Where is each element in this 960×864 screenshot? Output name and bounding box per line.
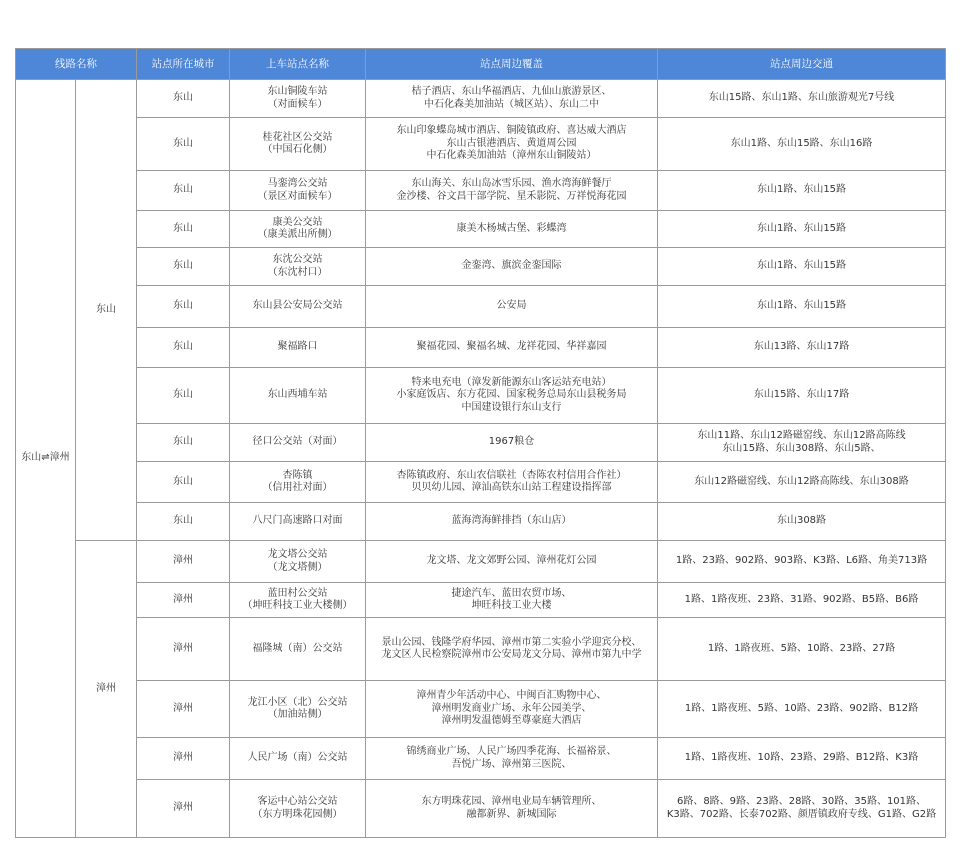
station-cell [230,583,366,618]
line-name-cell: 东山⇌漳州 [16,80,76,838]
coverage-cell [366,681,658,738]
station-cell [230,780,366,838]
station-cell [230,328,366,368]
coverage-line: 金沙楼、谷文昌干部学院、星禾影院、万祥悦海花园 [396,190,627,202]
station-cell [230,248,366,286]
transport-cell [658,171,946,211]
table-row [16,118,946,171]
station-cell [230,118,366,171]
table-row [16,541,946,583]
coverage-cell [366,780,658,838]
station-line: 客运中心站公交站 [257,796,338,807]
coverage-cell [366,462,658,503]
region-cell: 东山 [76,80,137,541]
region-cell: 漳州 [76,541,137,838]
coverage-line: 东山海关、东山岛冰雪乐园、渔水湾海鲜餐厅 [411,178,612,189]
coverage-cell [366,211,658,248]
city-cell: 漳州 [137,541,230,583]
station-line: 东山县公安局公交站 [252,300,343,312]
station-line: 东沈公交站 [272,254,323,265]
station-line: 龙江小区（北）公交站 [247,696,348,708]
station-line: （加油站侧） [267,709,328,720]
city-cell: 漳州 [137,738,230,780]
transport-cell [658,618,946,681]
station-cell [230,211,366,248]
coverage-line: 蓝海湾海鲜排挡（东山店） [451,515,572,527]
station-line: （龙文塔侧） [267,561,328,573]
station-line: 东山西埔车站 [267,389,328,401]
transport-cell [658,462,946,503]
station-cell [230,80,366,118]
coverage-cell [366,80,658,118]
station-line: 东山铜陵车站 [267,86,328,97]
transport-cell [658,424,946,462]
transport-cell [658,80,946,118]
station-cell [230,462,366,503]
table-row [16,462,946,503]
table-row [16,780,946,838]
city-cell: 漳州 [137,583,230,618]
transport-line: K3路、702路、长泰702路、颜厝镇政府专线、G1路、G2路 [666,808,937,820]
station-cell [230,171,366,211]
transport-line: 1路、1路夜班、5路、10路、23路、27路 [707,642,896,654]
station-line: （景区对面候车） [257,190,338,202]
station-line: 马銮湾公交站 [267,178,328,189]
table-row [16,211,946,248]
transport-cell [658,118,946,171]
transport-line: 东山15路、东山308路、东山5路、 [722,442,881,454]
station-cell [230,424,366,462]
transport-cell [658,286,946,328]
coverage-line: 金銮湾、旗滨金銮国际 [461,260,562,272]
transport-cell [658,328,946,368]
station-line: 聚福路口 [277,341,318,353]
city-cell: 漳州 [137,681,230,738]
transport-line: 东山1路、东山15路、东山16路 [730,137,873,149]
coverage-line: 龙文塔、龙文郊野公园、漳州花灯公园 [426,555,597,567]
table-row [16,583,946,618]
coverage-cell [366,118,658,171]
coverage-line: 吾悦广场、漳州第三医院、 [451,758,572,770]
station-cell [230,681,366,738]
station-line: 杏陈镇 [282,469,313,481]
station-line: 龙文塔公交站 [267,549,328,560]
coverage-line: 东山古银港酒店、黄道周公园 [446,137,577,149]
coverage-line: 特来电充电（漳发新能源东山客运站充电站） [411,376,612,388]
coverage-line: 公安局 [496,300,527,312]
station-line: （坤旺科技工业大楼侧） [242,600,353,611]
transport-cell [658,681,946,738]
transport-line: 东山12路磁窑线、东山12路高陈线、东山308路 [694,475,909,487]
station-line: 康美公交站 [272,216,323,228]
table-row [16,618,946,681]
station-line: 桂花社区公交站 [262,131,333,143]
transport-line: 6路、8路、9路、23路、28路、30路、35路、101路、 [676,796,927,807]
station-line: （东方明珠花园侧） [252,808,343,820]
coverage-line: 贝贝幼儿园、漳汕高铁东山站工程建设指挥部 [411,482,612,493]
coverage-cell [366,618,658,681]
station-cell [230,541,366,583]
transport-line: 东山13路、东山17路 [753,341,850,353]
coverage-cell [366,503,658,541]
coverage-line: 小家庭饭店、东方花园、国家税务总局东山县税务局 [396,389,627,401]
header-station: 上车站点名称 [230,49,366,80]
transport-cell [658,541,946,583]
transport-line: 东山1路、东山15路 [756,184,847,196]
header-coverage: 站点周边覆盖 [366,49,658,80]
transport-line: 1路、23路、902路、903路、K3路、L6路、角美713路 [675,555,928,567]
coverage-line: 康美木杨城古堡、彩蝶湾 [456,222,567,234]
table-row [16,286,946,328]
coverage-line: 中石化森美加油站（城区站）、东山二中 [424,98,599,110]
city-cell: 漳州 [137,780,230,838]
transport-line: 1路、1路夜班、23路、31路、902路、B5路、B6路 [684,593,919,605]
transport-line: 东山308路 [776,515,827,527]
station-line: 蓝田村公交站 [267,587,328,599]
coverage-cell [366,738,658,780]
table-row [16,171,946,211]
transport-cell [658,211,946,248]
coverage-line: 融都新界、新城国际 [466,808,557,820]
coverage-line: 漳州明发温德姆至尊豪庭大酒店 [441,715,582,727]
station-cell [230,286,366,328]
transport-cell [658,248,946,286]
coverage-cell [366,541,658,583]
coverage-line: 景山公园、钱隆学府华园、漳州市第二实验小学迎宾分校、 [381,636,642,648]
coverage-cell [366,328,658,368]
city-cell: 东山 [137,462,230,503]
city-cell: 东山 [137,424,230,462]
coverage-line: 东方明珠花园、漳州电业局车辆管理所、 [421,796,602,807]
coverage-line: 杏陈镇政府、东山农信联社（杏陈农村信用合作社） [396,469,627,481]
station-line: （康美派出所侧） [257,229,338,240]
coverage-cell [366,286,658,328]
table-row [16,328,946,368]
transport-cell [658,738,946,780]
station-line: （中国石化侧） [262,144,333,155]
city-cell: 东山 [137,328,230,368]
table-row [16,80,946,118]
route-stops-table [15,48,946,838]
coverage-cell [366,248,658,286]
coverage-line: 坤旺科技工业大楼 [471,600,552,611]
station-line: （东沈村口） [267,266,328,278]
city-cell: 东山 [137,118,230,171]
table-row [16,503,946,541]
transport-line: 1路、1路夜班、5路、10路、23路、902路、B12路 [684,702,919,714]
transport-cell [658,368,946,424]
city-cell: 东山 [137,211,230,248]
station-line: （对面候车） [267,98,328,110]
table-row [16,738,946,780]
table-row [16,368,946,424]
city-cell: 漳州 [137,618,230,681]
city-cell: 东山 [137,503,230,541]
station-cell [230,738,366,780]
transport-cell [658,583,946,618]
transport-line: 东山1路、东山15路 [756,260,847,272]
station-line: 径口公交站（对面） [252,436,343,448]
station-line: 八尺门高速路口对面 [252,515,343,527]
city-cell: 东山 [137,80,230,118]
city-cell: 东山 [137,286,230,328]
table-body [16,80,946,838]
coverage-line: 聚福花园、聚福名城、龙祥花园、华祥嘉园 [416,341,607,353]
station-line: 福隆城（南）公交站 [252,642,343,654]
coverage-line: 龙文区人民检察院漳州市公安局龙文分局、漳州市第九中学 [381,649,642,660]
station-cell [230,618,366,681]
header-city: 站点所在城市 [137,49,230,80]
transport-line: 东山1路、东山15路 [756,300,847,312]
header-line-name: 线路名称 [16,49,137,80]
coverage-cell [366,424,658,462]
coverage-line: 中国建设银行东山支行 [461,401,562,413]
station-line: （信用社对面） [262,482,333,493]
transport-cell [658,503,946,541]
city-cell: 东山 [137,171,230,211]
transport-line: 东山1路、东山15路 [756,222,847,234]
table-row [16,248,946,286]
coverage-line: 捷途汽车、蓝田农贸市场、 [451,587,572,599]
table-row [16,424,946,462]
city-cell: 东山 [137,248,230,286]
transport-line: 东山15路、东山1路、东山旅游观光7号线 [708,92,895,104]
coverage-cell [366,171,658,211]
coverage-line: 桔子酒店、东山华福酒店、九仙山旅游景区、 [411,86,612,97]
table-row [16,681,946,738]
station-cell [230,368,366,424]
station-cell [230,503,366,541]
city-cell: 东山 [137,368,230,424]
coverage-line: 漳州明发商业广场、永年公园美学、 [431,702,592,714]
coverage-line: 中石化森美加油站（漳州东山铜陵站） [426,150,597,162]
coverage-cell [366,583,658,618]
coverage-cell [366,368,658,424]
coverage-line: 漳州青少年活动中心、中闽百汇购物中心、 [416,690,607,702]
transport-line: 东山11路、东山12路磁窑线、东山12路高陈线 [697,430,906,441]
coverage-line: 1967粮仓 [488,436,535,448]
transport-line: 东山15路、东山17路 [753,389,850,401]
table-header-row [16,49,946,80]
transport-line: 1路、1路夜班、10路、23路、29路、B12路、K3路 [684,752,919,764]
transport-cell [658,780,946,838]
coverage-line: 东山印象蝶岛城市酒店、铜陵镇政府、喜达威大酒店 [396,125,627,137]
header-transport: 站点周边交通 [658,49,946,80]
coverage-line: 锦绣商业广场、人民广场四季花海、长福裕景、 [406,746,617,757]
station-line: 人民广场（南）公交站 [247,752,348,764]
